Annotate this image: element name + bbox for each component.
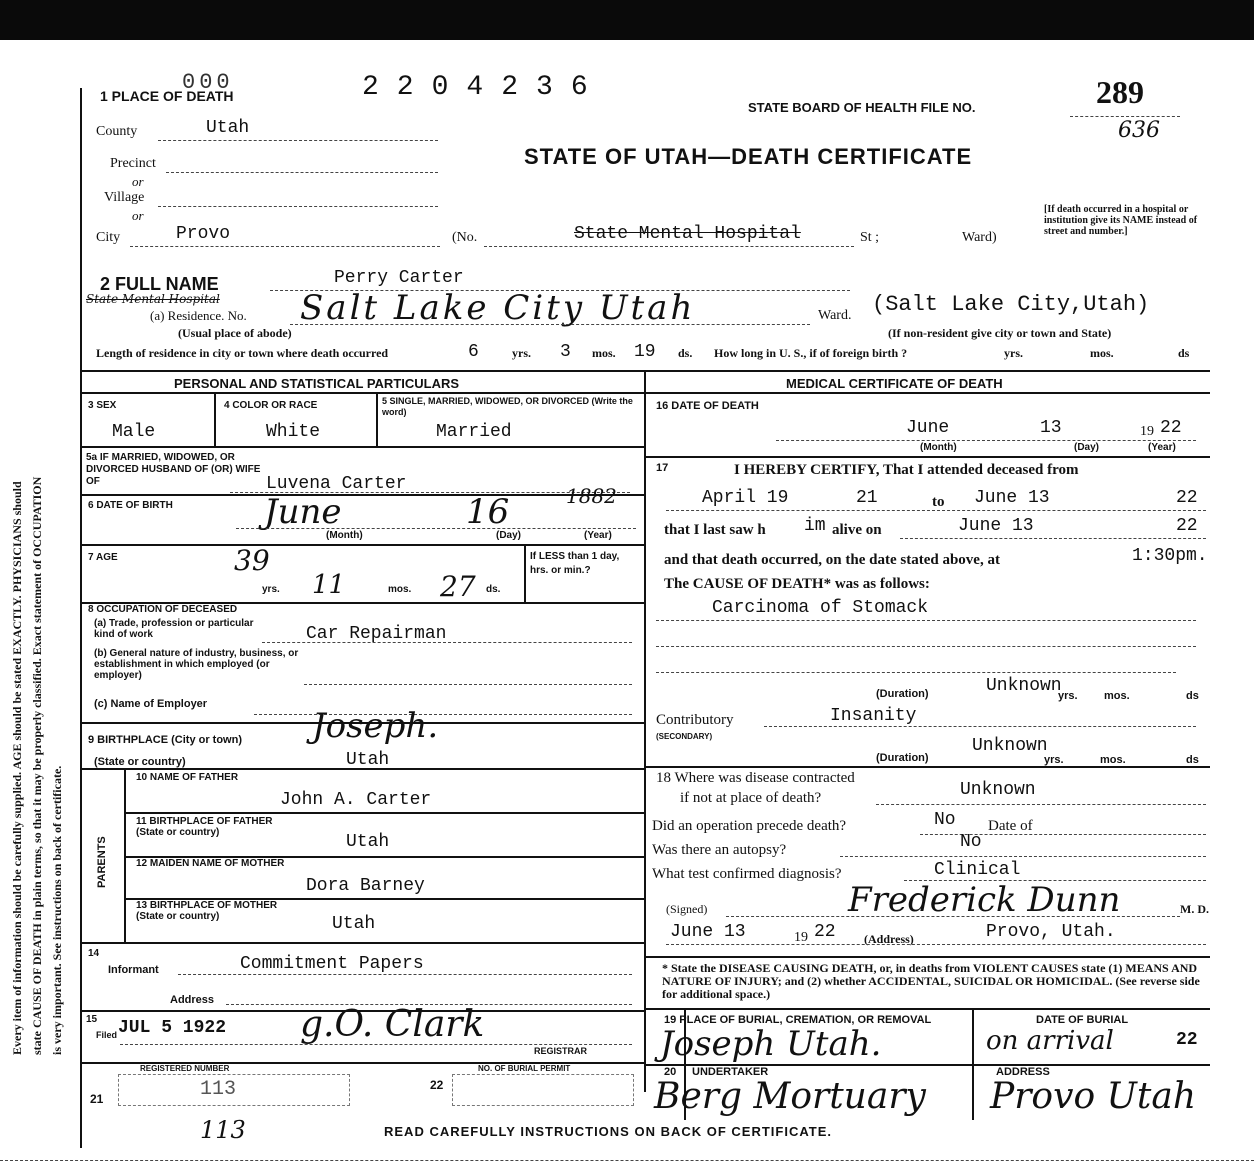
contributory-label: Contributory	[656, 712, 734, 728]
certify-number: 17	[656, 462, 669, 474]
color-divider	[376, 394, 378, 446]
signature-line	[726, 916, 1180, 917]
file-number-2: 636	[1118, 118, 1160, 143]
stamp-number: 2204236	[362, 72, 606, 103]
row-rule-6	[82, 768, 644, 770]
residence-mos-label: mos.	[592, 346, 616, 360]
age-yrs-label: yrs.	[262, 584, 280, 595]
sidebar-line-2: state CAUSE OF DEATH in plain terms, so that it may be properly classified. Exact statement of OCCUPATION	[30, 476, 44, 1055]
residence-yrs-label: yrs.	[512, 346, 531, 360]
age-mos-label: mos.	[388, 584, 412, 595]
filed-label: Filed	[96, 1030, 118, 1040]
last-seen-year: 22	[1176, 516, 1198, 536]
registered-number: 113	[200, 1078, 237, 1101]
dob-year-label: (Year)	[584, 530, 612, 541]
row-rule-3	[82, 544, 644, 546]
st-label: St ;	[860, 230, 880, 245]
operation-label: Did an operation precede death?	[652, 818, 847, 834]
residence-line	[290, 324, 810, 325]
death-time: 1:30pm.	[1132, 546, 1208, 566]
village-line	[158, 206, 438, 207]
contrib-duration-label: (Duration)	[876, 752, 929, 764]
burial-date-label: DATE OF BURIAL	[1036, 1014, 1129, 1026]
file-number: 289	[1096, 74, 1144, 110]
death-year-prefix: 19	[1140, 424, 1154, 439]
duration-mos: mos.	[1104, 690, 1130, 702]
secondary-label: (SECONDARY)	[656, 732, 713, 741]
residence-label: (a) Residence. No.	[150, 308, 247, 323]
duration-ds: ds	[1186, 690, 1199, 702]
birth-city-value: Joseph.	[312, 706, 439, 746]
death-month: June	[906, 418, 950, 438]
dob-year: 1882	[566, 484, 617, 508]
length-residence-label: Length of residence in city or town where death occurred	[96, 346, 389, 360]
handwritten-number: 113	[200, 1116, 246, 1144]
death-date-label: 16 DATE OF DEATH	[656, 400, 759, 412]
operation-value: No	[934, 810, 956, 830]
personal-heading-rule	[82, 392, 644, 394]
attended-to-year: 22	[1176, 488, 1198, 508]
attended-from-year: 21	[856, 488, 878, 508]
q18b-label: if not at place of death?	[680, 790, 822, 806]
footer-instructions: READ CAREFULLY INSTRUCTIONS ON BACK OF CERTIFICATE.	[384, 1124, 832, 1139]
city-line	[130, 246, 440, 247]
operation-date-label: Date of	[988, 818, 1033, 834]
cause-line-1	[656, 620, 1196, 621]
institution-value: State Mental Hospital	[574, 224, 801, 244]
autopsy-line	[840, 856, 1206, 857]
alive-on-label: alive on	[832, 522, 882, 538]
sign-year: 22	[814, 922, 836, 942]
row-rule-7	[124, 812, 644, 814]
dob-day: 16	[466, 492, 510, 532]
undertaker-value: Berg Mortuary	[654, 1076, 926, 1117]
sidebar-line-3: is very important. See instructions on back of certificate.	[50, 765, 64, 1055]
contrib-duration-value: Unknown	[972, 736, 1048, 756]
row-rule-2	[82, 494, 644, 496]
occupation-line	[262, 642, 632, 643]
occurred-text: and that death occurred, on the date stated above, at	[664, 552, 1000, 568]
file-label: STATE BOARD OF HEALTH FILE NO.	[748, 100, 976, 115]
father-birthplace-label: 11 BIRTHPLACE OF FATHER (State or country)	[136, 816, 273, 838]
mother-birthplace-value: Utah	[332, 914, 376, 934]
undertaker-address-label: ADDRESS	[996, 1066, 1050, 1078]
contributory-value: Insanity	[830, 706, 917, 726]
scan-top-edge	[0, 0, 1254, 40]
residence-days: 19	[634, 342, 656, 362]
foreign-birth-label: How long in U. S., if of foreign birth ?	[714, 346, 908, 360]
father-birthplace-value: Utah	[346, 832, 390, 852]
sign-year-prefix: 19	[794, 930, 808, 945]
city-label: City	[96, 230, 121, 245]
city-value: Provo	[176, 224, 231, 244]
center-divider	[644, 372, 646, 1092]
sign-address-label: (Address)	[864, 932, 914, 946]
contrib-ds: ds	[1186, 754, 1199, 766]
filed-number: 15	[86, 1014, 98, 1025]
q18-label: 18 Where was disease contracted	[656, 770, 855, 786]
less-than-label: If LESS than 1 day, hrs. or min.?	[530, 551, 620, 576]
filed-date: JUL 5 1922	[118, 1018, 227, 1038]
full-name-value: Perry Carter	[334, 268, 464, 288]
birth-state-label: (State or country)	[94, 756, 186, 768]
burial-permit-label: NO. OF BURIAL PERMIT	[478, 1064, 571, 1073]
autopsy-value: No	[960, 832, 982, 852]
foreign-ds-label: ds	[1178, 346, 1190, 360]
test-value: Clinical	[934, 860, 1021, 880]
occupation-a-label: (a) Trade, profession or particular kind of work	[94, 618, 254, 640]
contracted-line	[876, 804, 1206, 805]
attended-from-date: April 19	[702, 488, 789, 508]
last-saw-him: im	[804, 516, 826, 536]
dob-month-label: (Month)	[326, 530, 363, 541]
ward-label: Ward)	[962, 230, 997, 245]
med-rule-1	[644, 456, 1210, 458]
hospital-note: [If death occurred in a hospital or institution give its NAME instead of street and number.]	[1044, 204, 1198, 237]
usual-abode-label: (Usual place of abode)	[178, 326, 292, 340]
residence-value: Salt Lake City Utah	[300, 288, 696, 328]
sex-divider	[214, 394, 216, 446]
or-label-2: or	[132, 208, 144, 223]
form-left-border	[80, 88, 82, 1148]
marital-value: Married	[436, 422, 512, 442]
nonresident-label: (If non-resident give city or town and State)	[888, 326, 1112, 340]
residence-months: 3	[560, 342, 571, 362]
occupation-value: Car Repairman	[306, 624, 447, 644]
registrar-label: REGISTRAR	[534, 1046, 588, 1056]
death-year-label: (Year)	[1148, 442, 1176, 453]
residence-prefix: State Mental Hospital	[86, 292, 220, 306]
test-label: What test confirmed diagnosis?	[652, 866, 842, 882]
age-days: 27	[440, 570, 476, 603]
precinct-label: Precinct	[110, 156, 156, 171]
employer-label: (c) Name of Employer	[94, 698, 208, 710]
med-rule-3	[644, 956, 1210, 958]
death-year: 22	[1160, 418, 1182, 438]
informant-label: Informant	[108, 964, 159, 976]
certificate-title: STATE OF UTAH—DEATH CERTIFICATE	[524, 144, 973, 169]
spouse-value: Luvena Carter	[266, 474, 407, 494]
burial-permit-box-number: 22	[430, 1078, 444, 1092]
birth-state-value: Utah	[346, 750, 390, 770]
stamp-prefix: 000	[182, 70, 234, 95]
sidebar-instructions	[6, 70, 68, 1060]
age-ds-label: ds.	[486, 584, 501, 595]
dob-label: 6 DATE OF BIRTH	[88, 500, 173, 511]
autopsy-label: Was there an autopsy?	[652, 842, 787, 858]
bottom-edge	[0, 1160, 1254, 1161]
county-value: Utah	[206, 118, 250, 138]
county-line	[158, 140, 438, 141]
burial-year: 22	[1176, 1030, 1198, 1050]
address-label: Address	[170, 994, 215, 1006]
med-rule-4	[644, 1008, 1210, 1010]
color-label: 4 COLOR OR RACE	[224, 400, 318, 411]
father-value: John A. Carter	[280, 790, 432, 810]
informant-number: 14	[88, 948, 100, 959]
father-label: 10 NAME OF FATHER	[136, 772, 239, 783]
parents-label: PARENTS	[96, 836, 108, 888]
burial-number: 19 PLACE OF BURIAL, CREMATION, OR REMOVAL	[664, 1014, 932, 1026]
cause-line-3	[656, 672, 1176, 673]
last-saw-text: that I last saw h	[664, 522, 766, 538]
dob-month: June	[264, 492, 342, 532]
registrar-signature: g.O. Clark	[300, 1004, 485, 1045]
attended-line	[666, 510, 1206, 511]
cause-note: * State the DISEASE CAUSING DEATH, or, in deaths from VIOLENT CAUSES state (1) MEANS AND NATURE OF INJURY; and (2) whether ACCIDENTAL, SUICIDAL OR HOMICIDAL. (See reverse side for additional space.)	[662, 961, 1200, 1001]
occupation-b-label: (b) General nature of industry, business, or establishment in which employed (or employer)	[94, 648, 299, 681]
burial-permit-box	[452, 1074, 634, 1106]
signed-label: (Signed)	[666, 902, 708, 916]
informant-value: Commitment Papers	[240, 954, 424, 974]
or-label-1: or	[132, 174, 144, 189]
precinct-line	[166, 172, 438, 173]
cause-line-2	[656, 646, 1196, 647]
sign-address: Provo, Utah.	[986, 922, 1116, 942]
contracted-value: Unknown	[960, 780, 1036, 800]
dob-day-label: (Day)	[496, 530, 522, 541]
physician-signature: Frederick Dunn	[848, 880, 1121, 920]
mother-value: Dora Barney	[306, 876, 425, 896]
row-rule-10	[82, 942, 644, 944]
mother-birthplace-label: 13 BIRTHPLACE OF MOTHER (State or country)	[136, 900, 278, 922]
sign-date: June 13	[670, 922, 746, 942]
death-day-label: (Day)	[1074, 442, 1100, 453]
occupation-label: 8 OCCUPATION OF DECEASED	[88, 604, 238, 615]
sign-date-line	[666, 944, 1206, 945]
spouse-label: 5a IF MARRIED, WIDOWED, OR DIVORCED HUSBAND OF (OR) WIFE OF	[86, 452, 261, 487]
sex-label: 3 SEX	[88, 400, 117, 411]
industry-line	[304, 684, 632, 685]
full-name-label: 2 FULL NAME	[100, 274, 219, 294]
nonresident-value: (Salt Lake City,Utah)	[872, 292, 1150, 317]
file-no-line	[1070, 116, 1180, 117]
contrib-yrs: yrs.	[1044, 754, 1064, 766]
street-line	[484, 246, 854, 247]
village-label: Village	[104, 190, 145, 205]
employer-line	[254, 714, 632, 715]
age-months: 11	[312, 570, 346, 600]
color-value: White	[266, 422, 321, 442]
registered-box-number: 21	[90, 1092, 104, 1106]
last-seen-line	[900, 538, 1206, 539]
last-seen-date: June 13	[958, 516, 1034, 536]
age-label: 7 AGE	[88, 552, 118, 563]
cause-label: The CAUSE OF DEATH* was as follows:	[664, 576, 930, 592]
residence-ward-label: Ward.	[818, 308, 852, 323]
mother-label: 12 MAIDEN NAME OF MOTHER	[136, 858, 285, 869]
contrib-mos: mos.	[1100, 754, 1126, 766]
attended-to-date: June 13	[974, 488, 1050, 508]
death-month-label: (Month)	[920, 442, 957, 453]
less-divider	[524, 546, 526, 602]
marital-label: 5 SINGLE, MARRIED, WIDOWED, OR DIVORCED (Write the word)	[382, 396, 633, 417]
certify-text: I HEREBY CERTIFY, That I attended deceased from	[734, 462, 1079, 478]
contributory-line	[764, 726, 1196, 727]
undertaker-number: 20	[664, 1066, 677, 1078]
foreign-mos-label: mos.	[1090, 346, 1114, 360]
residence-years: 6	[468, 342, 479, 362]
foreign-yrs-label: yrs.	[1004, 346, 1023, 360]
med-rule-2	[644, 766, 1210, 768]
duration-label: (Duration)	[876, 688, 929, 700]
residence-ds-label: ds.	[678, 346, 693, 360]
md-label: M. D.	[1180, 902, 1209, 916]
death-date-line	[776, 440, 1196, 441]
place-of-death-label: 1 PLACE OF DEATH	[100, 88, 234, 104]
dob-line	[236, 528, 636, 529]
cause-value: Carcinoma of Stomack	[712, 598, 929, 618]
undertaker-label: UNDERTAKER	[692, 1066, 769, 1078]
duration-value: Unknown	[986, 676, 1062, 696]
burial-place: Joseph Utah.	[660, 1024, 882, 1064]
street-no-label: (No.	[452, 230, 478, 245]
registrar-line	[120, 1044, 632, 1045]
row-rule-1	[82, 446, 644, 448]
burial-date: on arrival	[986, 1026, 1114, 1056]
header-divider	[82, 370, 1210, 372]
medical-heading-rule	[644, 392, 1210, 394]
birthplace-label: 9 BIRTHPLACE (City or town)	[88, 734, 242, 746]
informant-line	[178, 974, 632, 975]
age-years: 39	[234, 544, 270, 577]
sex-value: Male	[112, 422, 156, 442]
medical-heading: MEDICAL CERTIFICATE OF DEATH	[786, 376, 1003, 391]
attended-to-label: to	[932, 494, 945, 510]
registered-number-label: REGISTERED NUMBER	[140, 1064, 230, 1073]
sidebar-line-1: Every item of information should be carefully supplied. AGE should be stated EXACTLY. PHYSICIANS should	[10, 481, 24, 1055]
death-day: 13	[1040, 418, 1062, 438]
duration-yrs: yrs.	[1058, 690, 1078, 702]
personal-heading: PERSONAL AND STATISTICAL PARTICULARS	[174, 376, 460, 391]
undertaker-address: Provo Utah	[990, 1076, 1197, 1117]
county-label: County	[96, 124, 138, 139]
